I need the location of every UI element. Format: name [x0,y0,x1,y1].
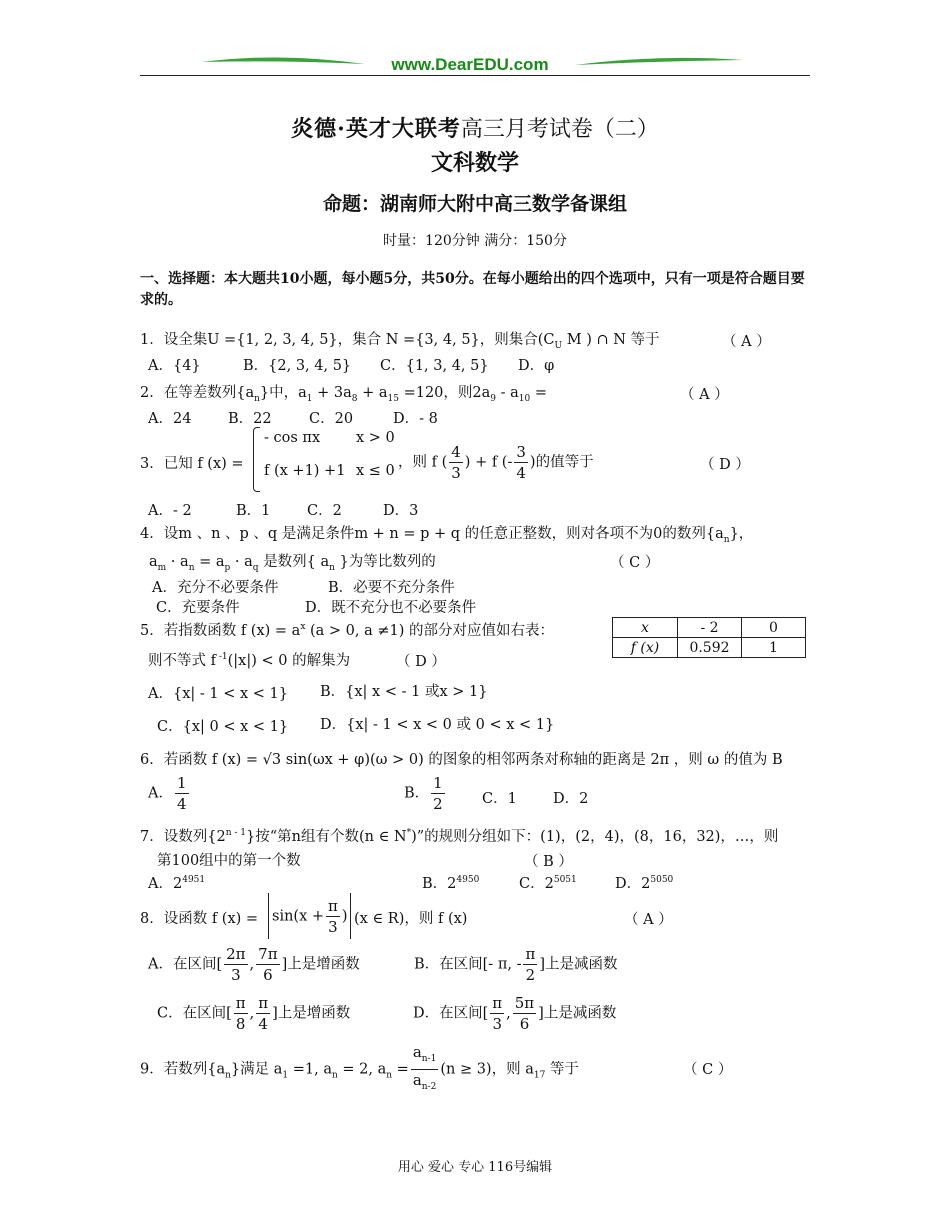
q7-option-c: C．$2^{5051}$ [519,875,577,892]
table-cell: - 2 [678,618,742,638]
question-6-stem: 6．若函数 f (x) = √3 sin(ωx + φ)(ω > 0) 的图象的相邻两条对称轴的距离是 2π ，则 ω 的值为 B [140,752,783,768]
q2-option-b: B．22 [228,411,272,427]
q8-option-c: C．在区间[ $\frac{\pi}{8}$ , $\frac{\pi}{4}$ ]上是增函数 [157,994,351,1033]
subject-title: 文科数学 [430,150,519,176]
q8-option-a: A．在区间[ $\frac{2\pi}{3}$ , $\frac{7\pi}{6}$ ]上是增函数 [148,945,360,984]
q1-option-c: C．{1, 3, 4, 5} [380,358,489,374]
q6-option-d: D．2 [553,791,589,807]
q2-option-a: A．24 [148,411,192,427]
question-8-stem-b: sin(x + $\frac{\pi}{3}$ ) [272,897,348,936]
table-cell: 0.592 [678,638,742,658]
q4-option-d: D．既不充分也不必要条件 [305,600,477,616]
time-info: 时量：120分钟 满分：150分 [383,233,567,249]
q3-cond-1: x > 0 [356,430,395,446]
abs-bar-right [350,893,351,939]
q3-option-d: D．3 [383,503,419,519]
question-1-answer: （ A ） [722,334,771,350]
table-cell: 0 [742,618,806,638]
exam-title [0,112,950,143]
question-1-stem: 1．设全集U ={1, 2, 3, 4, 5}，集合 N ={3, 4, 5}，则集合($C_U$ M ) ∩ N 等于 [140,332,660,351]
table-cell: x [613,618,678,638]
question-4-answer: （ C ） [610,555,660,571]
q3-option-c: C．2 [307,503,342,519]
q6-option-a: A． $\frac{1}{4}$ [148,774,187,813]
piecewise-brace [253,427,260,492]
table-cell: f (x) [613,638,678,658]
q7-option-b: B．$2^{4950}$ [422,875,480,892]
q8-option-b: B．在区间[- π, - $\frac{\pi}{2}$ ]上是减函数 [414,945,618,984]
question-8-stem-d: (x ∈ R)，则 f (x) [354,911,468,927]
q5-option-c: C．{x| 0 < x < 1} [157,719,289,735]
abs-bar-left [268,893,269,939]
q4-option-b: B．必要不充分条件 [328,580,455,596]
q7-option-a: A．$2^{4951}$ [148,875,206,892]
q5-option-a: A．{x| - 1 < x < 1} [148,686,288,702]
q3-option-b: B．1 [236,503,271,519]
q3-expression: ，则 f ( $\frac{4}{3}$ ) + f (- $\frac{3}{4}$ )的值等于 [398,443,594,482]
q6-option-c: C．1 [482,791,517,807]
question-5-line-1: 5．若指数函数 f $(x) = a^x$ (a > 0, a ≠1) 的部分对应值如右表： [140,622,555,639]
table-row [613,618,806,638]
q5-option-b: B．{x| x < - 1 或x > 1} [320,684,488,700]
question-9-stem: 9．若数列$\{a_n\}$满足 $a_1 =1$, $a_n = 2$, $a_n$ = $\frac{a_{n-1}}{a_{n-2}}$ (n ≥ 3)，则 $a_{17}$ 等于 [140,1043,579,1092]
q1-option-b: B．{2, 3, 4, 5} [243,358,352,374]
section-heading: 一、选择题：本大题共10小题，每小题5分，共50分。在每小题给出的四个选项中，只有一项是符合题目要求的。 [140,271,805,308]
question-3-answer: （ D ） [700,457,750,473]
q8-option-d: D．在区间[ $\frac{\pi}{3}$ , $\frac{5\pi}{6}$ ]上是减函数 [413,994,617,1033]
question-8-answer: （ A ） [624,912,673,928]
logo-text: www.DearEDU.com [391,55,549,74]
table-row [613,638,806,658]
question-2-stem: 2．在等差数列$\{a_n\}$中，$a_1 + 3a_8 + a_{15} =120$，则$2a_9 - a_{10}$ = [140,385,547,404]
header-rule [140,75,810,76]
value-table [612,617,806,658]
q3-case-2: f (x +1) +1 [264,463,346,479]
question-2-answer: （ A ） [680,387,729,403]
q2-option-c: C．20 [309,411,354,427]
question-7-answer: （ B ） [524,854,573,870]
question-5-answer: （ D ） [396,654,446,670]
question-7-line-1: 7．设数列{2$^{n - 1}$}按“第n组有个数(n ∈ N*)”的规则分组如下：(1)，(2，4)，(8，16，32)，…，则 [140,828,779,845]
exam-name: 高三月考试卷（二） [460,117,659,142]
q4-option-c: C．充要条件 [156,600,240,616]
q4-option-a: A．充分不必要条件 [152,580,279,596]
setter-line: 命题：湖南师大附中高三数学备课组 [322,193,627,215]
question-9-answer: （ C ） [683,1062,733,1078]
q6-option-b: B． $\frac{1}{2}$ [404,774,443,813]
table-cell: 1 [742,638,806,658]
q3-cond-2: x ≤ 0 [356,463,395,479]
question-8-stem-a: 8．设函数 f (x) = [140,911,259,927]
site-logo [200,52,745,76]
q3-case-1: - cos πx [264,430,321,446]
q7-option-d: D．$2^{5050}$ [615,875,674,892]
q2-option-d: D．- 8 [393,411,438,427]
brand-name: 炎德·英才大联考 [291,116,461,142]
question-7-line-2: 第100组中的第一个数 [157,853,301,869]
q1-option-d: D．φ [518,358,555,374]
question-5-line-2: 则不等式 f $^{-1}$(|x|) < 0 的解集为 [148,652,351,669]
question-3-stem: 3．已知 f (x) = [140,456,244,472]
q3-option-a: A．- 2 [148,503,192,519]
q5-option-d: D．{x| - 1 < x < 0 或 0 < x < 1} [320,717,555,733]
question-4-line-2: $a_m \cdot a_n = a_p \cdot a_q$ 是数列{ $a_n$ }为等比数列的 [149,554,436,573]
question-4-line-1: 4．设m 、n 、p 、q 是满足条件m + n = p + q 的任意正整数，则对各项不为0的数列$\{a_n\}$， [140,526,754,545]
page-footer: 用心 爱心 专心 116号编辑 [397,1160,553,1175]
q1-option-a: A．{4} [148,358,201,374]
